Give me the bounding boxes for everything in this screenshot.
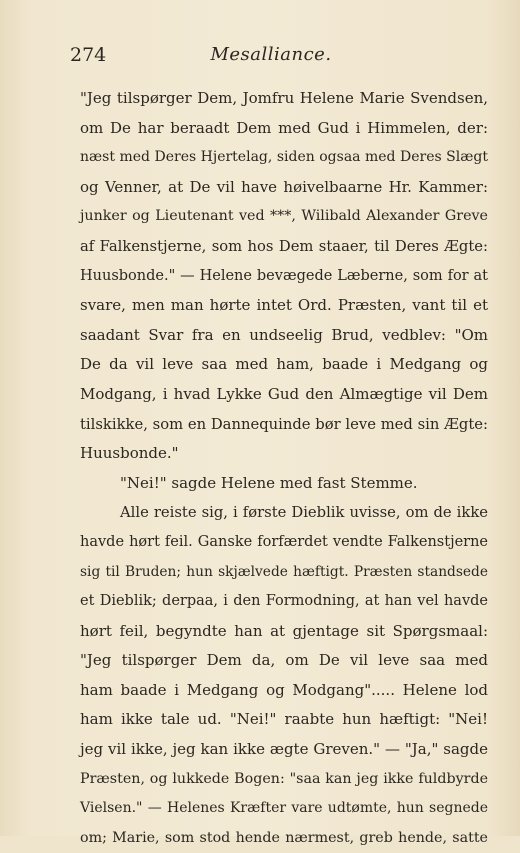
text-line: et Dieblik; derpaa, i den Formodning, at han vel havde — [80, 593, 488, 610]
text-line: ham baade i Medgang og Modgang"..... Helene lod — [80, 680, 488, 699]
text-line: "Jeg tilspørger Dem, Jomfru Helene Marie Svendsen, — [80, 89, 488, 107]
text-line: Huusbonde." — Helene bevægede Læberne, som for at — [80, 267, 488, 284]
text-line: saadant Svar fra en undseelig Brud, vedblev: "Om — [80, 325, 488, 344]
text-line: og Venner, at De vil have høivelbaarne Hr. Kammer: — [80, 177, 488, 196]
text-line: "Jeg tilspørger Dem da, om De vil leve saa med — [80, 651, 488, 670]
page-number: 274 — [70, 44, 107, 66]
text-line: De da vil leve saa med ham, baade i Medgang og — [80, 355, 488, 374]
text-line: Modgang, i hvad Lykke Gud den Almægtige vil Dem — [80, 384, 488, 403]
text-line: af Falkenstjerne, som hos Dem staaer, til Deres Ægte: — [80, 237, 488, 255]
text-line: tilskikke, som en Dannequinde bør leve med sin Ægte: — [80, 415, 488, 433]
page-header — [70, 44, 472, 68]
running-title: Mesalliance. — [210, 44, 332, 65]
body-text — [80, 84, 488, 853]
text-line: jeg vil ikke, jeg kan ikke ægte Greven." — "Ja," sagde — [80, 740, 488, 759]
text-line: om De har beraadt Dem med Gud i Himmelen, der: — [80, 118, 488, 137]
text-line: junker og Lieutenant ved ***, Wilibald Alexander Greve — [80, 208, 488, 225]
text-line: Vielsen." — Helenes Kræfter vare udtømte, hun segnede — [80, 800, 488, 817]
text-line: ham ikke tale ud. "Nei!" raabte hun hæftigt: "Nei! — [80, 710, 488, 729]
text-line: næst med Deres Hjertelag, siden ogsaa med Deres Slægt — [80, 149, 488, 166]
text-line: "Nei!" sagde Helene med fast Stemme. — [120, 473, 418, 492]
text-line: om; Marie, som stod hende nærmest, greb hende, satte — [80, 829, 488, 846]
text-line: Huusbonde." — [80, 444, 179, 463]
text-line: Præsten, og lukkede Bogen: "saa kan jeg ikke fuldbyrde — [80, 770, 488, 787]
text-line: sig til Bruden; hun skjælvede hæftigt. Præsten standsede — [80, 563, 488, 580]
text-line: Alle reiste sig, i første Dieblik uvisse, om de ikke — [120, 504, 488, 522]
text-line: hørt feil, begyndte han at gjentage sit Spørgsmaal: — [80, 621, 488, 640]
text-line: svare, men man hørte intet Ord. Præsten, vant til et — [80, 296, 488, 315]
text-line: havde hørt feil. Ganske forfærdet vendte Falkenstjerne — [80, 533, 488, 550]
